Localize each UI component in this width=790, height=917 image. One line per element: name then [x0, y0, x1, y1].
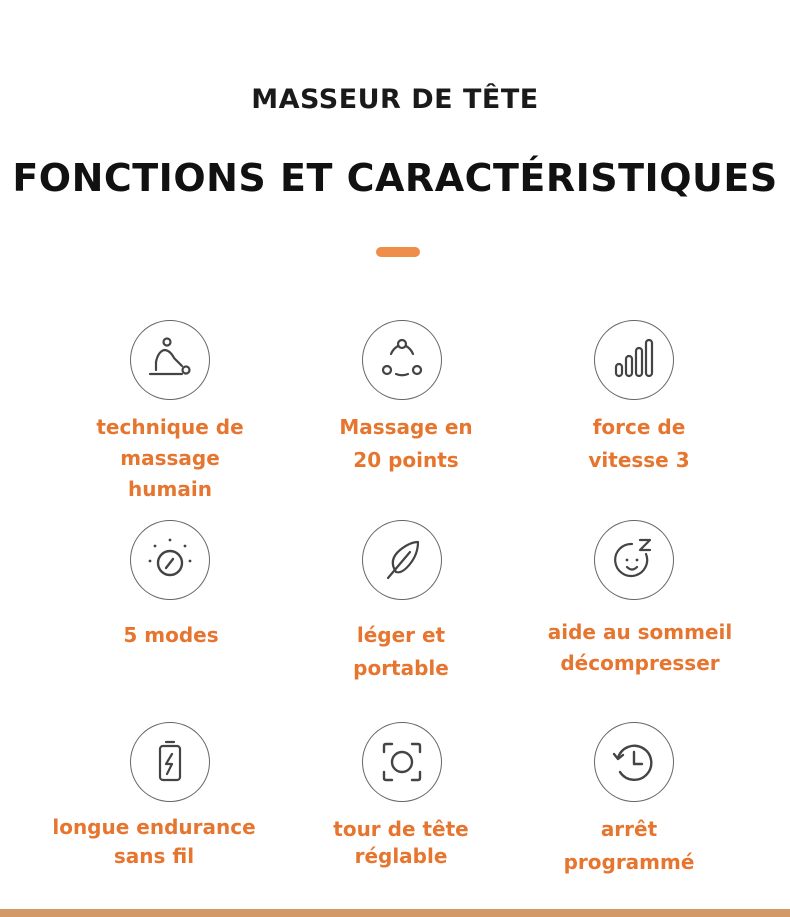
feature-label-adjustable: tour de tête réglable — [333, 817, 469, 868]
feature-label-portable: léger et portable — [353, 623, 449, 680]
mode-dial-icon — [130, 520, 210, 600]
accent-divider — [376, 247, 420, 257]
feature-label-5-modes: 5 modes — [123, 623, 219, 647]
bottom-accent-bar — [0, 909, 790, 917]
feature-label-human-massage: technique de massage humain — [96, 415, 244, 501]
feature-label-timer: arrêt programmé — [563, 817, 695, 874]
feature-label-20-points: Massage en 20 points — [339, 415, 473, 472]
timer-clock-icon — [594, 722, 674, 802]
feature-label-endurance: longue endurance sans fil — [52, 815, 256, 868]
adjust-frame-icon — [362, 722, 442, 802]
page-title: FONCTIONS ET CARACTÉRISTIQUES — [12, 156, 778, 200]
human-massage-icon — [130, 320, 210, 400]
feature-label-speed: force de vitesse 3 — [588, 415, 690, 472]
points-network-icon — [362, 320, 442, 400]
signal-bars-icon — [594, 320, 674, 400]
battery-icon — [130, 722, 210, 802]
page-subtitle: MASSEUR DE TÊTE — [251, 84, 539, 115]
sleep-face-icon — [594, 520, 674, 600]
feature-label-sleep: aide au sommeil décompresser — [547, 620, 733, 675]
feather-icon — [362, 520, 442, 600]
